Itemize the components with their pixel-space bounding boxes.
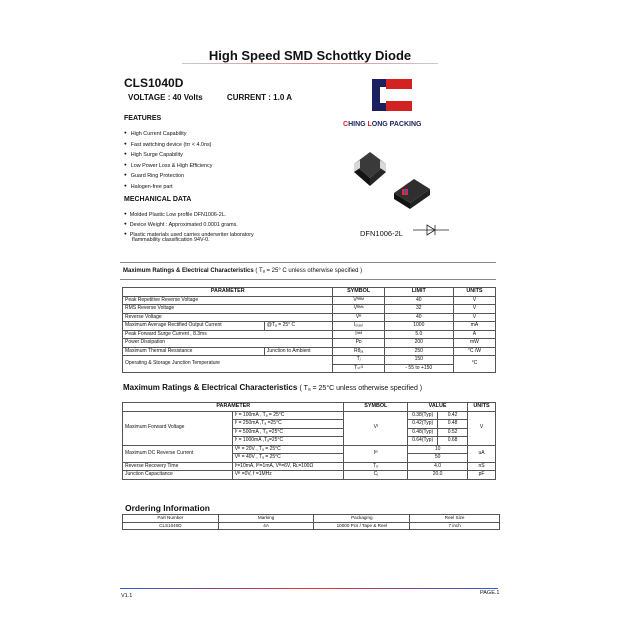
features-heading: FEATURES	[124, 115, 162, 122]
table-cell: 40	[384, 296, 453, 305]
table-row	[123, 411, 496, 420]
table-cell: Vᴿ	[333, 313, 384, 322]
table-row	[123, 322, 496, 331]
table-cell: 150	[384, 356, 453, 365]
part-number: CLS1040D	[124, 76, 184, 90]
feature-item: ● High Surge Capability	[124, 150, 212, 161]
table-cell: Iₒ₍ₐᵥ₎	[333, 322, 384, 331]
mechanical-heading: MECHANICAL DATA	[124, 196, 192, 203]
voltage-rating: VOLTAGE : 40 Volts	[128, 93, 203, 102]
table-cell: V	[468, 411, 496, 445]
footer-page: PAGE.1	[480, 590, 500, 596]
feature-item: ● Halogen-free part	[124, 182, 212, 193]
table-cell: 0.42	[438, 411, 468, 420]
table-cell: Tₛₜᴳ	[333, 364, 384, 373]
table-row	[123, 339, 496, 348]
table-cell: 0.48(Typ)	[408, 428, 438, 437]
table-cell: Cⱼ	[344, 471, 408, 480]
table-cell: 250	[384, 347, 453, 356]
footer-version: V1.1	[121, 593, 133, 599]
table-cell: Maximum Forward Voltage	[123, 411, 233, 445]
brand-text-1: HING	[348, 121, 368, 128]
mechanical-item: ● Device Weight : Approximated 0.0001 grams.	[124, 220, 334, 230]
table-cell: Pᴅ	[333, 339, 384, 348]
table-cell: Junction Capacitance	[123, 471, 233, 480]
table-cell: A	[453, 330, 495, 339]
table-header-row	[123, 515, 500, 523]
table-cell: Vᴿ =0V, f =1MHz	[232, 471, 344, 480]
table-cell: Maximum Thermal Resistance	[123, 347, 265, 356]
table-cell: °C /W	[453, 347, 495, 356]
table-cell: 200	[384, 339, 453, 348]
table-header: UNITS	[468, 403, 496, 412]
table-cell: Iᶠ=10mA, Iᴿ=1mA, Vᴿ=6V, Rʟ=100Ω	[232, 462, 344, 471]
table-row	[123, 462, 496, 471]
table-cell: Reverse Voltage	[123, 313, 333, 322]
electrical-characteristics-table	[122, 402, 496, 480]
table-cell: 0.52	[438, 428, 468, 437]
table-cell: 32	[384, 305, 453, 314]
brand-initial-l: L	[367, 121, 372, 128]
table-row	[123, 347, 496, 356]
package-label: DFN1006-2L	[360, 229, 403, 238]
section2-heading	[123, 383, 422, 392]
table-row	[123, 296, 496, 305]
section1-title: Maximum Ratings & Electrical Characteristics	[123, 268, 254, 274]
table-cell: 50	[408, 454, 468, 463]
ordering-table	[122, 514, 500, 530]
table-row	[123, 445, 496, 454]
table-row	[123, 305, 496, 314]
current-rating: CURRENT : 1.0 A	[226, 93, 292, 102]
table-cell: Power Dissipation	[123, 339, 333, 348]
feature-item: ● Guard Ring Protection	[124, 171, 212, 182]
table-cell: Reverse Recovery Time	[123, 462, 233, 471]
table-cell: 10000 Pcs / Tape & Reel	[314, 522, 410, 530]
table-cell: mA	[453, 322, 495, 331]
feature-item: ● Fast switching device (trr < 4.0ns)	[124, 140, 212, 151]
table-cell: nS	[468, 462, 496, 471]
table-header: LIMIT	[384, 288, 453, 297]
table-cell: Operating & Storage Junction Temperature	[123, 356, 333, 373]
table-cell: CLS1040D	[123, 522, 219, 530]
table-cell: °C	[453, 356, 495, 373]
table-cell: V	[453, 296, 495, 305]
table-cell: V	[453, 305, 495, 314]
package-chip-icon	[392, 175, 432, 215]
table-cell: 20.0	[408, 471, 468, 480]
document-title: High Speed SMD Schottky Diode	[208, 48, 412, 63]
table-cell: Maximum DC Reverse Current	[123, 445, 233, 462]
brand-name	[343, 121, 421, 128]
table-cell: 5.0	[384, 330, 453, 339]
table-header: VALUE	[408, 403, 468, 412]
table-cell: Vᶠ	[344, 411, 408, 445]
table-cell: RMS Reverse Voltage	[123, 305, 333, 314]
diode-symbol-icon	[413, 223, 449, 237]
table-cell: @Tₐ = 25° C	[264, 322, 333, 331]
section-divider	[120, 279, 496, 280]
brand-text-2: ONG PACKING	[371, 121, 422, 128]
table-cell: pF	[468, 471, 496, 480]
table-cell: Vᴿ = 20V , Tₐ = 25°C	[232, 445, 344, 454]
brand-initial-c: C	[343, 121, 349, 128]
table-cell: uA	[468, 445, 496, 462]
table-cell: 0.68	[438, 437, 468, 446]
table-header: SYMBOL	[333, 288, 384, 297]
mechanical-item: ● Molded Plastic Low profile DFN1006-2L.	[124, 210, 334, 220]
table-cell: Rθⱼₐ	[333, 347, 384, 356]
rating-summary	[128, 93, 314, 102]
table-row	[123, 522, 500, 530]
table-cell: 40	[384, 313, 453, 322]
table-header: Part Number	[123, 515, 219, 523]
section1-heading	[123, 268, 362, 274]
table-cell: Vᴿᴹˢ	[333, 305, 384, 314]
footer-divider	[120, 588, 498, 589]
max-ratings-table	[122, 287, 496, 373]
table-cell: Iᶠ = 250mA ,Tₐ =25°C	[232, 420, 344, 429]
table-cell: 0.48	[438, 420, 468, 429]
table-header: PARAMETER	[123, 403, 344, 412]
table-header-row	[123, 288, 496, 297]
table-cell: 1000	[384, 322, 453, 331]
table-cell: - 55 to +150	[384, 364, 453, 373]
table-header: PARAMETER	[123, 288, 333, 297]
table-cell: 0.64(Typ)	[408, 437, 438, 446]
company-logo-icon	[370, 77, 414, 113]
section2-title: Maximum Ratings & Electrical Characteristics	[123, 383, 298, 392]
table-cell: Iᶠ = 500mA , Tₐ =25°C	[232, 428, 344, 437]
table-header-row	[123, 403, 496, 412]
mechanical-continuation: flammability classification 94V-0.	[132, 237, 210, 243]
features-list	[124, 129, 212, 192]
table-header: Reel Size	[410, 515, 500, 523]
feature-item: ● Low Power Loss & High Efficiency	[124, 161, 212, 172]
ordering-heading: Ordering Information	[125, 503, 210, 513]
table-cell: Maximum Average Rectified Output Current	[123, 322, 265, 331]
table-cell: 0.42(Typ)	[408, 420, 438, 429]
table-cell: Iᶠˢᴹ	[333, 330, 384, 339]
mechanical-item: ● Plastic materials used carries underwriter laboratory	[124, 230, 334, 240]
table-row	[123, 330, 496, 339]
table-cell: Iᶠ = 100mA , Tₐ = 25°C	[232, 411, 344, 420]
table-header: SYMBOL	[344, 403, 408, 412]
table-row	[123, 471, 496, 480]
package-chip-icon	[350, 148, 390, 188]
table-cell: Vᴿᴿᴹ	[333, 296, 384, 305]
table-cell: Vᴿ = 40V , Tₐ = 25°C	[232, 454, 344, 463]
mechanical-list	[124, 210, 334, 240]
section2-note: ( Tₐ = 25°C unless otherwise specified )	[299, 385, 423, 392]
table-cell: Iᶠ = 1000mA ,Tₐ=25°C	[232, 437, 344, 446]
table-cell: 0.38(Typ)	[408, 411, 438, 420]
table-cell: Peak Forward Surge Current , 8.3ms	[123, 330, 333, 339]
table-header: Packaging	[314, 515, 410, 523]
table-cell: Iᴿ	[344, 445, 408, 462]
section-divider	[120, 262, 496, 263]
section1-note: ( Tₐ = 25° C unless otherwise specified )	[255, 268, 363, 274]
table-cell: Tⱼ	[333, 356, 384, 365]
feature-item: ● High Current Capability	[124, 129, 212, 140]
table-cell: Junction to Ambient	[264, 347, 333, 356]
table-cell: Tᵣᵣ	[344, 462, 408, 471]
table-header: UNITS	[453, 288, 495, 297]
table-cell: 4.0	[408, 462, 468, 471]
table-cell: Peak Repetitive Reverse Voltage	[123, 296, 333, 305]
table-cell: 7 inch	[410, 522, 500, 530]
table-row	[123, 356, 496, 365]
table-cell: 10	[408, 445, 468, 454]
table-header: Marking	[218, 515, 314, 523]
table-cell: mW	[453, 339, 495, 348]
table-row	[123, 313, 496, 322]
table-cell: 4A	[218, 522, 314, 530]
table-cell: V	[453, 313, 495, 322]
title-underline	[182, 63, 438, 64]
